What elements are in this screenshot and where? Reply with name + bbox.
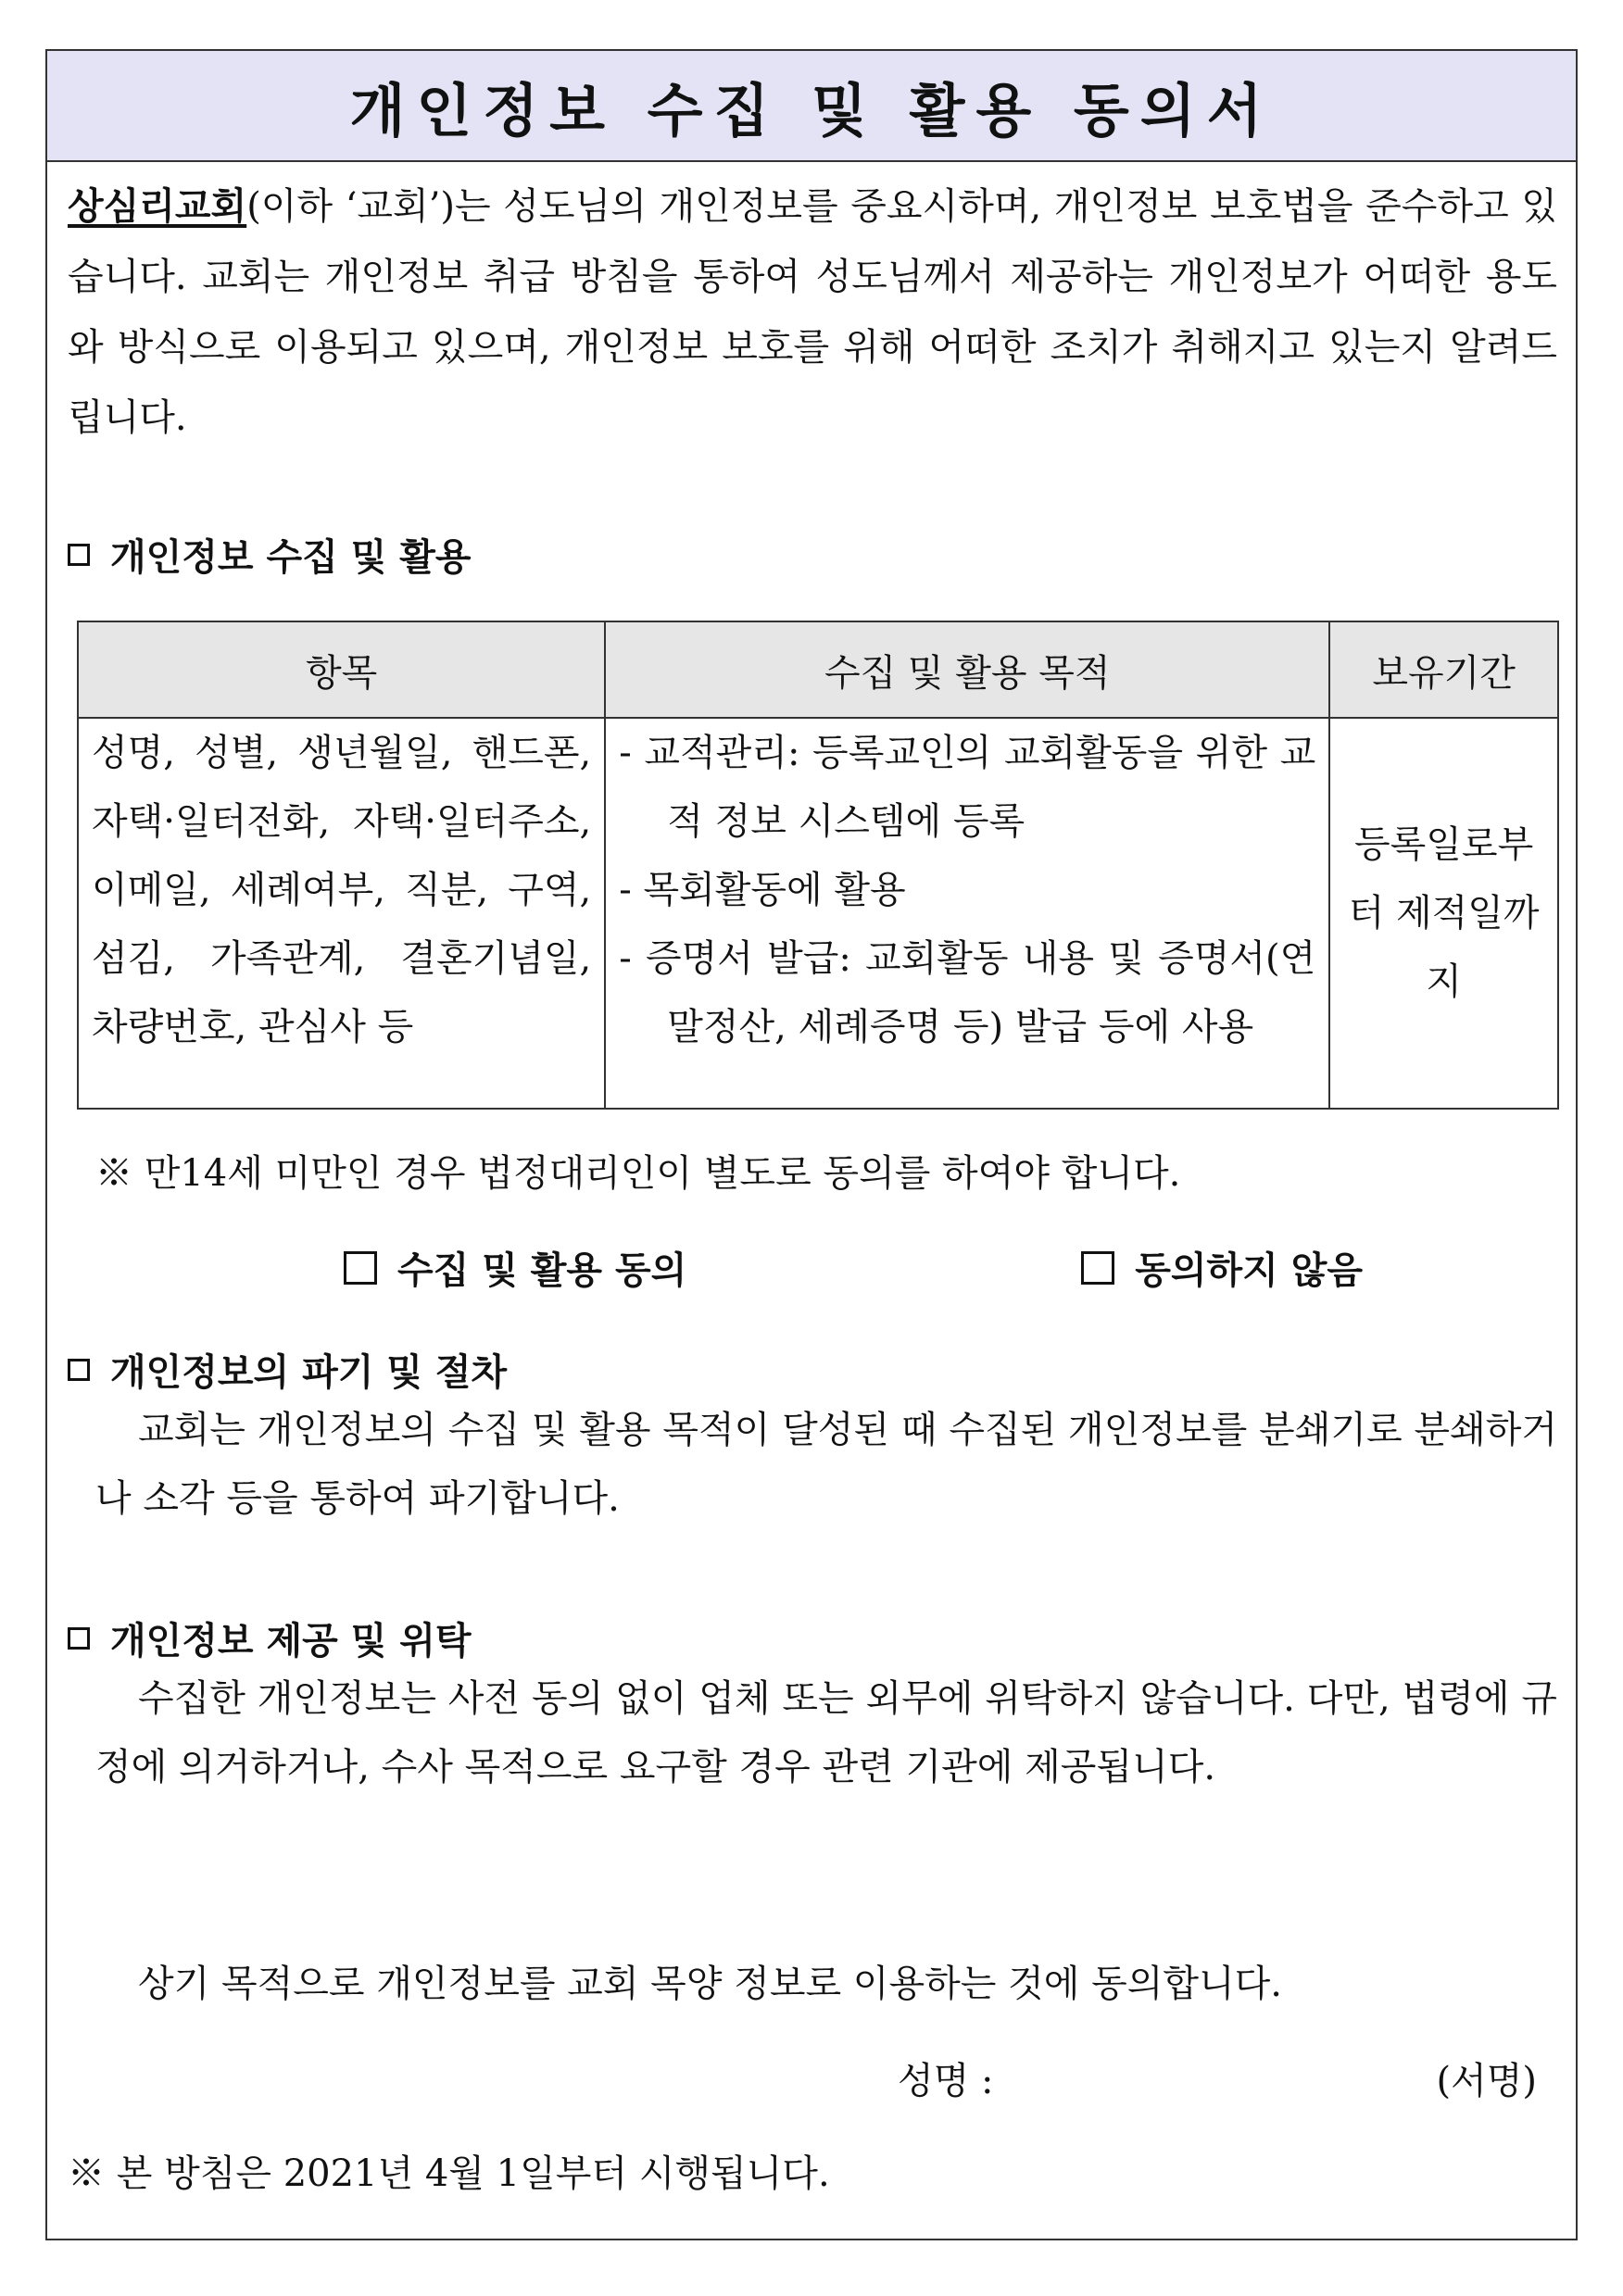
title-bar	[47, 51, 1576, 162]
section2-body: 교회는 개인정보의 수집 및 활용 목적이 달성된 때 수집된 개인정보를 분쇄기로 분쇄하거나 소각 등을 통하여 파기합니다.	[95, 1409, 1557, 1520]
agree-label: 수집 및 활용 동의	[397, 1249, 687, 1292]
sign-label: (서명)	[1436, 2060, 1537, 2102]
signature-line	[898, 2051, 1537, 2104]
disagree-checkbox[interactable]	[1081, 1251, 1114, 1285]
disagree-label: 동의하지 않음	[1135, 1249, 1363, 1292]
purpose-cell	[605, 718, 1329, 1109]
section1-heading-text: 개인정보 수집 및 활용	[110, 536, 472, 579]
header-items: 항목	[78, 621, 605, 718]
purpose-item: - 증명서 발급: 교회활동 내용 및 증명서(연말정산, 세례증명 등) 발급 등에 사용	[619, 937, 1316, 1048]
square-bullet-icon	[68, 1359, 90, 1381]
church-name: 상심리교회	[68, 185, 247, 228]
section3-heading	[68, 1612, 472, 1664]
consent-form	[45, 49, 1578, 2240]
intro-text: (이하 ‘교회’)는 성도님의 개인정보를 중요시하며, 개인정보 보호법을 준수하고 있습니다. 교회는 개인정보 취급 방침을 통하여 성도님께서 제공하는 개인정보가 어떠한 용도와 방식으로 이용되고 있으며, 개인정보 보호를 위해 어떠한 조치가 취해지고 있는지 알려드립니다.	[68, 185, 1557, 439]
items-cell: 성명, 성별, 생년월일, 핸드폰, 자택·일터전화, 자택·일터주소, 이메일, 세례여부, 직분, 구역, 섬김, 가족관계, 결혼기념일, 차량번호, 관심사 등	[78, 718, 605, 1109]
header-purpose: 수집 및 활용 목적	[605, 621, 1329, 718]
retention-cell: 등록일로부터 제적일까지	[1329, 718, 1558, 1109]
agree-option[interactable]	[344, 1241, 686, 1294]
intro-paragraph	[68, 171, 1557, 453]
effective-date-note: ※ 본 방침은 2021년 4월 1일부터 시행됩니다.	[68, 2152, 830, 2195]
table-header-row	[78, 621, 1558, 718]
purpose-item: - 목회활동에 활용	[619, 869, 906, 911]
minor-note: ※ 만14세 미만인 경우 법정대리인이 별도로 동의를 하여야 합니다.	[95, 1152, 1181, 1195]
agreement-statement: 상기 목적으로 개인정보를 교회 목양 정보로 이용하는 것에 동의합니다.	[138, 1963, 1282, 2005]
consent-choices	[344, 1241, 1363, 1294]
table-row	[78, 718, 1558, 1109]
disagree-option[interactable]	[1081, 1241, 1363, 1294]
section3-heading-text: 개인정보 제공 및 위탁	[110, 1620, 472, 1662]
page-title: 개인정보 수집 및 활용 동의서	[349, 76, 1274, 144]
agree-checkbox[interactable]	[344, 1251, 377, 1285]
info-table	[77, 621, 1559, 1110]
header-retention: 보유기간	[1329, 621, 1558, 718]
section2-heading	[68, 1343, 507, 1396]
square-bullet-icon	[68, 1627, 90, 1650]
section2-heading-text: 개인정보의 파기 및 절차	[110, 1351, 508, 1394]
name-label: 성명 :	[898, 2060, 994, 2102]
section1-heading	[68, 528, 472, 581]
section3-body: 수집한 개인정보는 사전 동의 없이 업체 또는 외무에 위탁하지 않습니다. 다만, 법령에 규정에 의거하거나, 수사 목적으로 요구할 경우 관련 기관에 제공됩니다.	[95, 1677, 1557, 1788]
square-bullet-icon	[68, 544, 90, 566]
purpose-item: - 교적관리: 등록교인의 교회활동을 위한 교적 정보 시스템에 등록	[619, 732, 1316, 843]
